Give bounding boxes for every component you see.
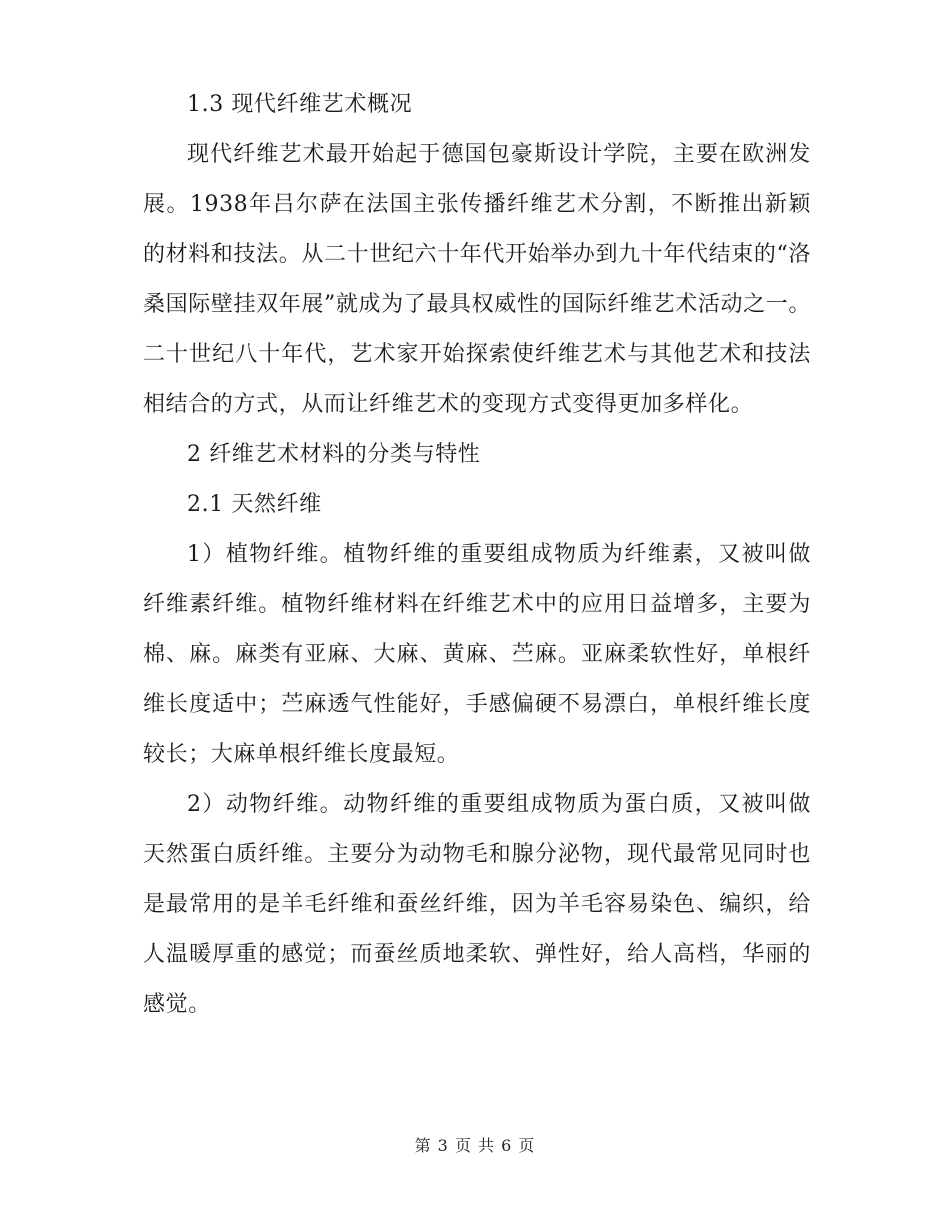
paragraph-modern-fiber-art: 现代纤维艺术最开始起于德国包豪斯设计学院，主要在欧洲发展。1938年吕尔萨在法国主张传播纤维艺术分割，不断推出新颖的材料和技法。从二十世纪六十年代开始举办到九十年代结束的“洛桑国际壁挂双年展”就成为了最具权威性的国际纤维艺术活动之一。二十世纪八十年代，艺术家开始探索使纤维艺术与其他艺术和技法相结合的方式，从而让纤维艺术的变现方式变得更加多样化。 xyxy=(143,142,811,417)
paragraph-animal-fiber: 2）动物纤维。动物纤维的重要组成物质为蛋白质，又被叫做天然蛋白质纤维。主要分为动物毛和腺分泌物，现代最常见同时也是最常用的是羊毛纤维和蚕丝纤维，因为羊毛容易染色、编织，给人温暖厚重的感觉；而蚕丝质地柔软、弹性好，给人高档，华丽的感觉。 xyxy=(143,792,811,1017)
document-body xyxy=(143,80,811,1030)
section-heading-1-3: 1.3 现代纤维艺术概况 xyxy=(187,92,413,117)
paragraph-plant-fiber: 1）植物纤维。植物纤维的重要组成物质为纤维素，又被叫做纤维素纤维。植物纤维材料在纤维艺术中的应用日益增多，主要为棉、麻。麻类有亚麻、大麻、黄麻、苎麻。亚麻柔软性好，单根纤维长度适中；苎麻透气性能好，手感偏硬不易漂白，单根纤维长度较长；大麻单根纤维长度最短。 xyxy=(143,542,811,767)
section-heading-2-1: 2.1 天然纤维 xyxy=(187,492,322,517)
page-number-footer: 第 3 页 共 6 页 xyxy=(414,1136,536,1155)
section-heading-2: 2 纤维艺术材料的分类与特性 xyxy=(187,442,481,467)
